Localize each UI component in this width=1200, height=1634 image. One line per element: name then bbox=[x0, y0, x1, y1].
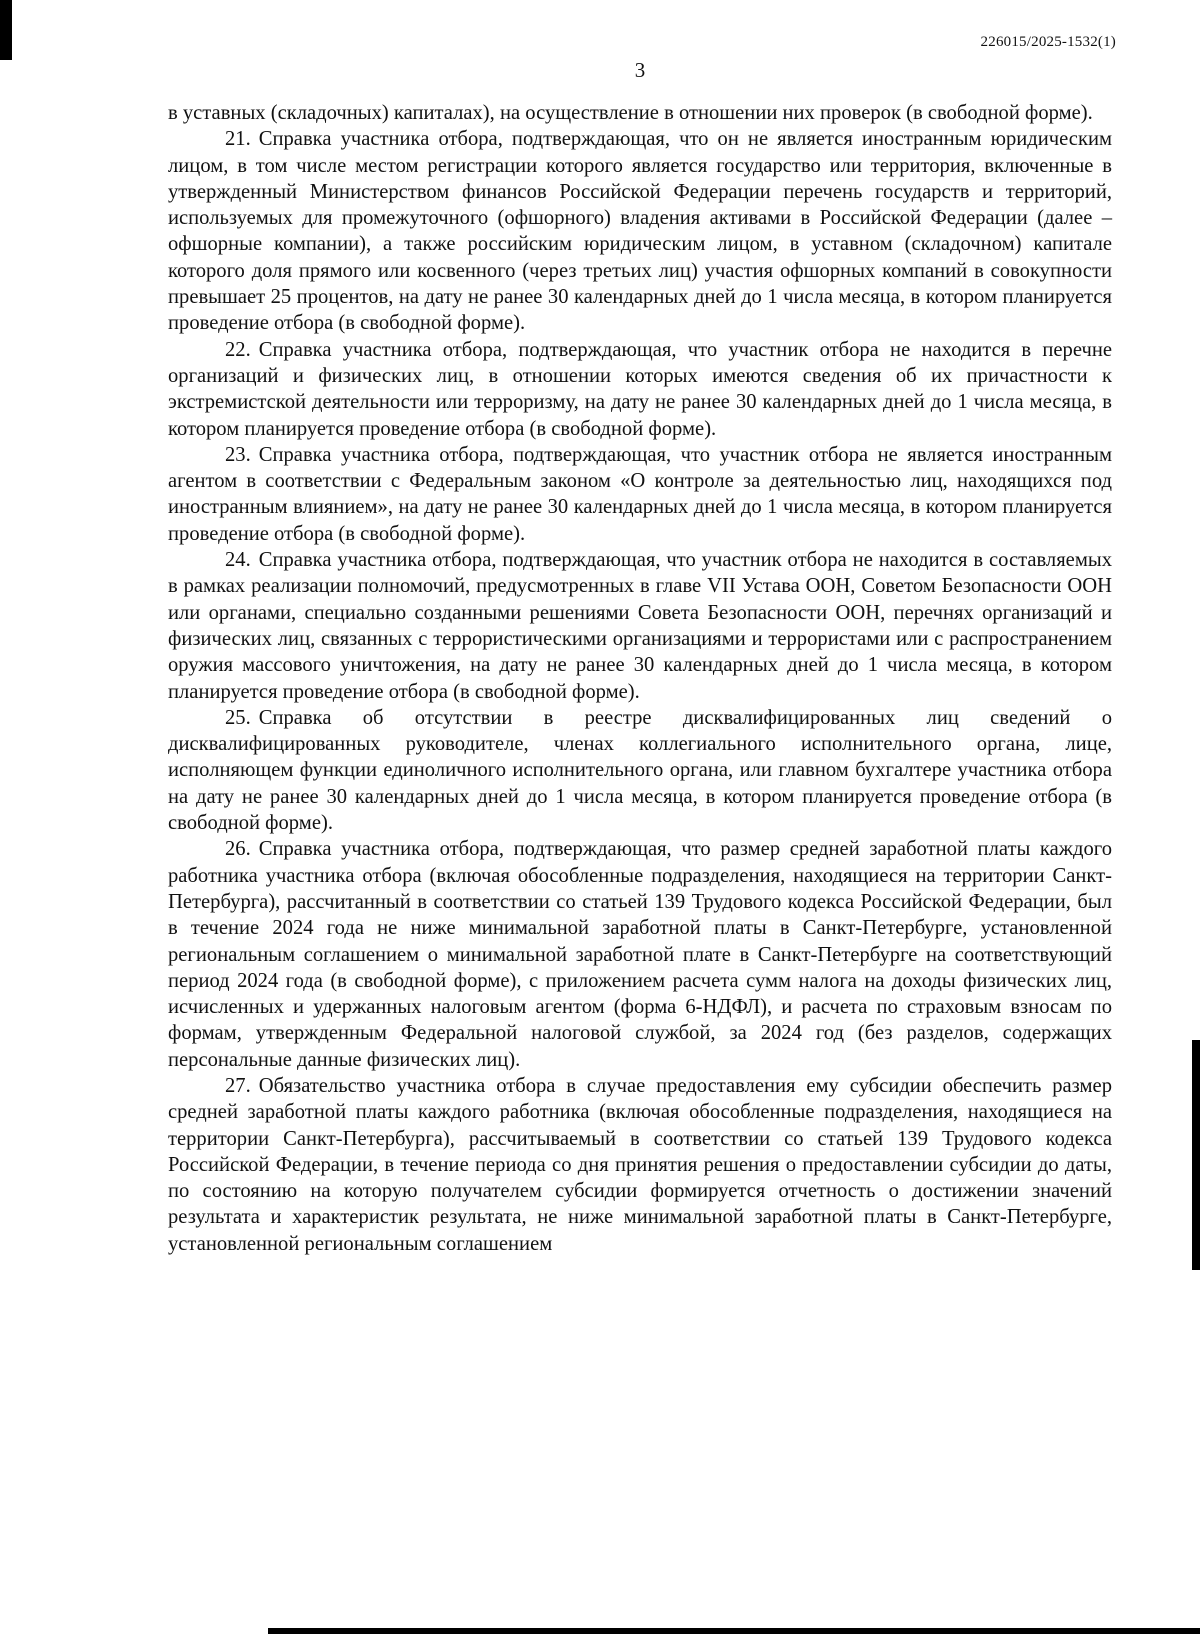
item-number: 24. bbox=[225, 549, 251, 572]
item-text: Справка участника отбора, подтверждающая, что участник отбора не является иностранным агентом в соответствии с Федеральным законом «О контроле за деятельностью лиц, находящихся под иностранным влиянием», на дату не ранее 30 календарных дней до 1 числа месяца, в котором планируется проведение отбора (в свободной форме). bbox=[168, 443, 1112, 545]
item-text: Обязательство участника отбора в случае предоставления ему субсидии обеспечить размер средней заработной платы каждого работника (включая обособленные подразделения, находящиеся на территории Санкт-Петербурга), рассчитываемый в соответствии со статьей 139 Трудового кодекса Российской Федерации, в течение периода со дня принятия решения о предоставлении субсидии до даты, по состоянию на которую получателем субсидии формируется отчетность о достижении значений результата и характеристик результата, не ниже минимальной заработной платы в Санкт-Петербурге, установленной региональным соглашением bbox=[168, 1074, 1112, 1255]
item-number: 23. bbox=[225, 443, 251, 466]
item-text: Справка участника отбора, подтверждающая, что участник отбора не находится в перечне организаций и физических лиц, в отношении которых имеются сведения об их причастности к экстремистской деятельности или терроризму, на дату не ранее 30 календарных дней до 1 числа месяца, в котором планируется проведение отбора (в свободной форме). bbox=[168, 338, 1112, 440]
document-body bbox=[168, 100, 1112, 1257]
scan-bottom-line bbox=[268, 1628, 1200, 1634]
item-number: 27. bbox=[225, 1074, 251, 1097]
item-text: Справка участника отбора, подтверждающая, что участник отбора не находится в составляемых в рамках реализации полномочий, предусмотренных в главе VII Устава ООН, Советом Безопасности ООН или органами, специально созданными решениями Совета Безопасности ООН, перечнях организаций и физических лиц, связанных с террористическими организациями и террористами или с распространением оружия массового уничтожения, на дату не ранее 30 календарных дней до 1 числа месяца, в котором планируется проведение отбора (в свободной форме). bbox=[168, 549, 1112, 703]
item-text: Справка участника отбора, подтверждающая, что он не является иностранным юридическим лицом, в том числе местом регистрации которого является государство или территория, включенные в утвержденный Министерством финансов Российской Федерации перечень государств и территорий, используемых для промежуточного (офшорного) владения активами в Российской Федерации (далее – офшорные компании), а также российским юридическим лицом, в уставном (складочном) капитале которого доля прямого или косвенного (через третьих лиц) участия офшорных компаний в совокупности превышает 25 процентов, на дату не ранее 30 календарных дней до 1 числа месяца, в котором планируется проведение отбора (в свободной форме). bbox=[168, 128, 1112, 335]
item-text: Справка об отсутствии в реестре дисквалифицированных лиц сведений о дисквалифицированных руководителе, членах коллегиального исполнительного органа, лице, исполняющем функции единоличного исполнительного органа, или главном бухгалтере участника отбора на дату не ранее 30 календарных дней до 1 числа месяца, в котором планируется проведение отбора (в свободной форме). bbox=[168, 706, 1112, 835]
item-number: 26. bbox=[225, 838, 251, 861]
scan-edge-mark-left bbox=[0, 0, 12, 60]
item-number: 25. bbox=[225, 706, 251, 729]
list-item-23 bbox=[168, 442, 1112, 547]
list-item-27 bbox=[168, 1073, 1112, 1257]
page-number: 3 bbox=[634, 58, 646, 82]
document-registration-number: 226015/2025-1532(1) bbox=[980, 34, 1116, 50]
item-text: Справка участника отбора, подтверждающая, что размер средней заработной платы каждого работника участника отбора (включая обособленные подразделения, находящиеся на территории Санкт-Петербурга), рассчитанный в соответствии со статьей 139 Трудового кодекса Российской Федерации, был в течение 2024 года не ниже минимальной заработной платы в Санкт-Петербурге, установленной региональным соглашением о минимальной заработной плате в Санкт-Петербурге на соответствующий период 2024 года (в свободной форме), с приложением расчета сумм налога на доходы физических лиц, исчисленных и удержанных налоговым агентом (форма 6-НДФЛ), и расчета по страховым взносам по формам, утвержденным Федеральной налоговой службой, за 2024 год (без разделов, содержащих персональные данные физических лиц). bbox=[168, 838, 1112, 1071]
list-item-21 bbox=[168, 126, 1112, 336]
list-item-24 bbox=[168, 547, 1112, 705]
scan-edge-mark-right bbox=[1192, 1040, 1200, 1270]
list-item-22 bbox=[168, 337, 1112, 442]
list-item-25 bbox=[168, 705, 1112, 836]
continuation-paragraph: в уставных (складочных) капиталах), на осуществление в отношении них проверок (в свободной форме). bbox=[168, 102, 1093, 124]
item-number: 22. bbox=[225, 338, 251, 361]
item-number: 21. bbox=[225, 128, 251, 151]
list-item-26 bbox=[168, 836, 1112, 1073]
